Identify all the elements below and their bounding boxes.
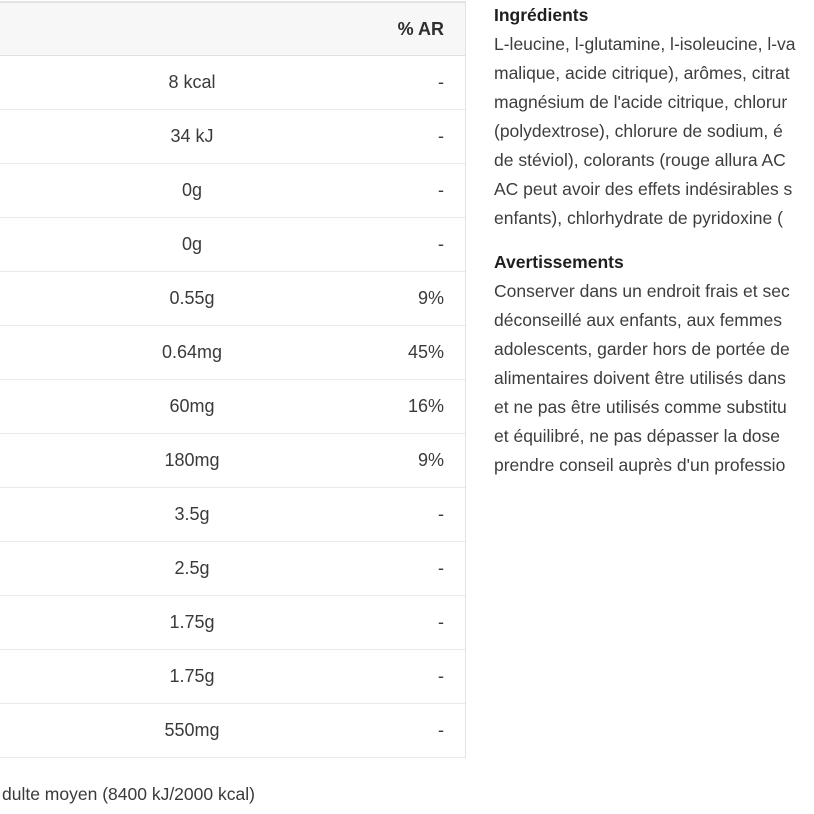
ar-value: 16% bbox=[407, 396, 444, 416]
ar-value: 9% bbox=[417, 288, 444, 308]
ingredients-text-line: (polydextrose), chlorure de sodium, é bbox=[494, 121, 783, 141]
amount-value: 60mg bbox=[169, 396, 215, 416]
ar-value: 45% bbox=[407, 342, 444, 362]
table-row bbox=[0, 380, 465, 434]
amount-value: 1.75g bbox=[169, 612, 215, 632]
nutrition-table-header-row bbox=[0, 3, 465, 56]
warnings-text-line: et équilibré, ne pas dépasser la dose bbox=[494, 426, 781, 446]
table-row bbox=[0, 488, 465, 542]
amount-value: 0.55g bbox=[169, 288, 215, 308]
ar-value: - bbox=[438, 720, 444, 740]
table-row bbox=[0, 542, 465, 596]
table-row bbox=[0, 650, 465, 704]
warnings-text-line: prendre conseil auprès d'un professio bbox=[494, 455, 786, 475]
ingredients-text-line: AC peut avoir des effets indésirables s bbox=[494, 179, 793, 199]
ingredients-text-line: malique, acide citrique), arômes, citrat bbox=[494, 63, 790, 83]
warnings-text-line: alimentaires doivent être utilisés dans bbox=[494, 368, 786, 388]
warnings-heading: Avertissements bbox=[494, 252, 624, 272]
amount-value: 8 kcal bbox=[168, 72, 216, 92]
amount-value: 0g bbox=[181, 234, 203, 254]
amount-value: 2.5g bbox=[174, 558, 210, 578]
table-row bbox=[0, 272, 465, 326]
nutrition-table bbox=[0, 1, 466, 758]
ingredients-text-line: magnésium de l'acide citrique, chlorur bbox=[494, 92, 788, 112]
ingredients-text-line: L-leucine, l-glutamine, l-isoleucine, l-va bbox=[494, 34, 796, 54]
warnings-text-line: adolescents, garder hors de portée de bbox=[494, 339, 790, 359]
ingredients-text-line: enfants), chlorhydrate de pyridoxine ( bbox=[494, 208, 783, 228]
table-row bbox=[0, 164, 465, 218]
ingredients-heading: Ingrédients bbox=[494, 5, 589, 25]
info-column bbox=[494, 1, 814, 480]
ingredients-text-line: de stéviol), colorants (rouge allura AC bbox=[494, 150, 786, 170]
ar-value: - bbox=[438, 180, 444, 200]
table-row bbox=[0, 110, 465, 164]
amount-value: 0.64mg bbox=[161, 342, 223, 362]
table-row bbox=[0, 704, 465, 758]
amount-value: 550mg bbox=[164, 720, 220, 740]
amount-value: 1.75g bbox=[169, 666, 215, 686]
table-row bbox=[0, 326, 465, 380]
warnings-text-line: déconseillé aux enfants, aux femmes bbox=[494, 310, 782, 330]
warnings-text-line: Conserver dans un endroit frais et sec bbox=[494, 281, 790, 301]
ar-value: - bbox=[438, 504, 444, 524]
amount-value: 0g bbox=[181, 180, 203, 200]
warnings-text-line: et ne pas être utilisés comme substitu bbox=[494, 397, 787, 417]
ar-value: - bbox=[438, 558, 444, 578]
table-row bbox=[0, 596, 465, 650]
ar-value: 9% bbox=[417, 450, 444, 470]
ar-value: - bbox=[438, 72, 444, 92]
ar-value: - bbox=[438, 126, 444, 146]
ar-value: - bbox=[438, 666, 444, 686]
ar-value: - bbox=[438, 234, 444, 254]
table-row bbox=[0, 218, 465, 272]
table-row bbox=[0, 434, 465, 488]
table-row bbox=[0, 56, 465, 110]
reference-intake-footnote: dulte moyen (8400 kJ/2000 kcal) bbox=[2, 784, 255, 804]
amount-column-header bbox=[0, 3, 384, 55]
ar-value: - bbox=[438, 612, 444, 632]
amount-value: 34 kJ bbox=[170, 126, 214, 146]
amount-value: 3.5g bbox=[174, 504, 210, 524]
amount-value: 180mg bbox=[164, 450, 220, 470]
percent-ar-column-header: % AR bbox=[397, 18, 444, 39]
